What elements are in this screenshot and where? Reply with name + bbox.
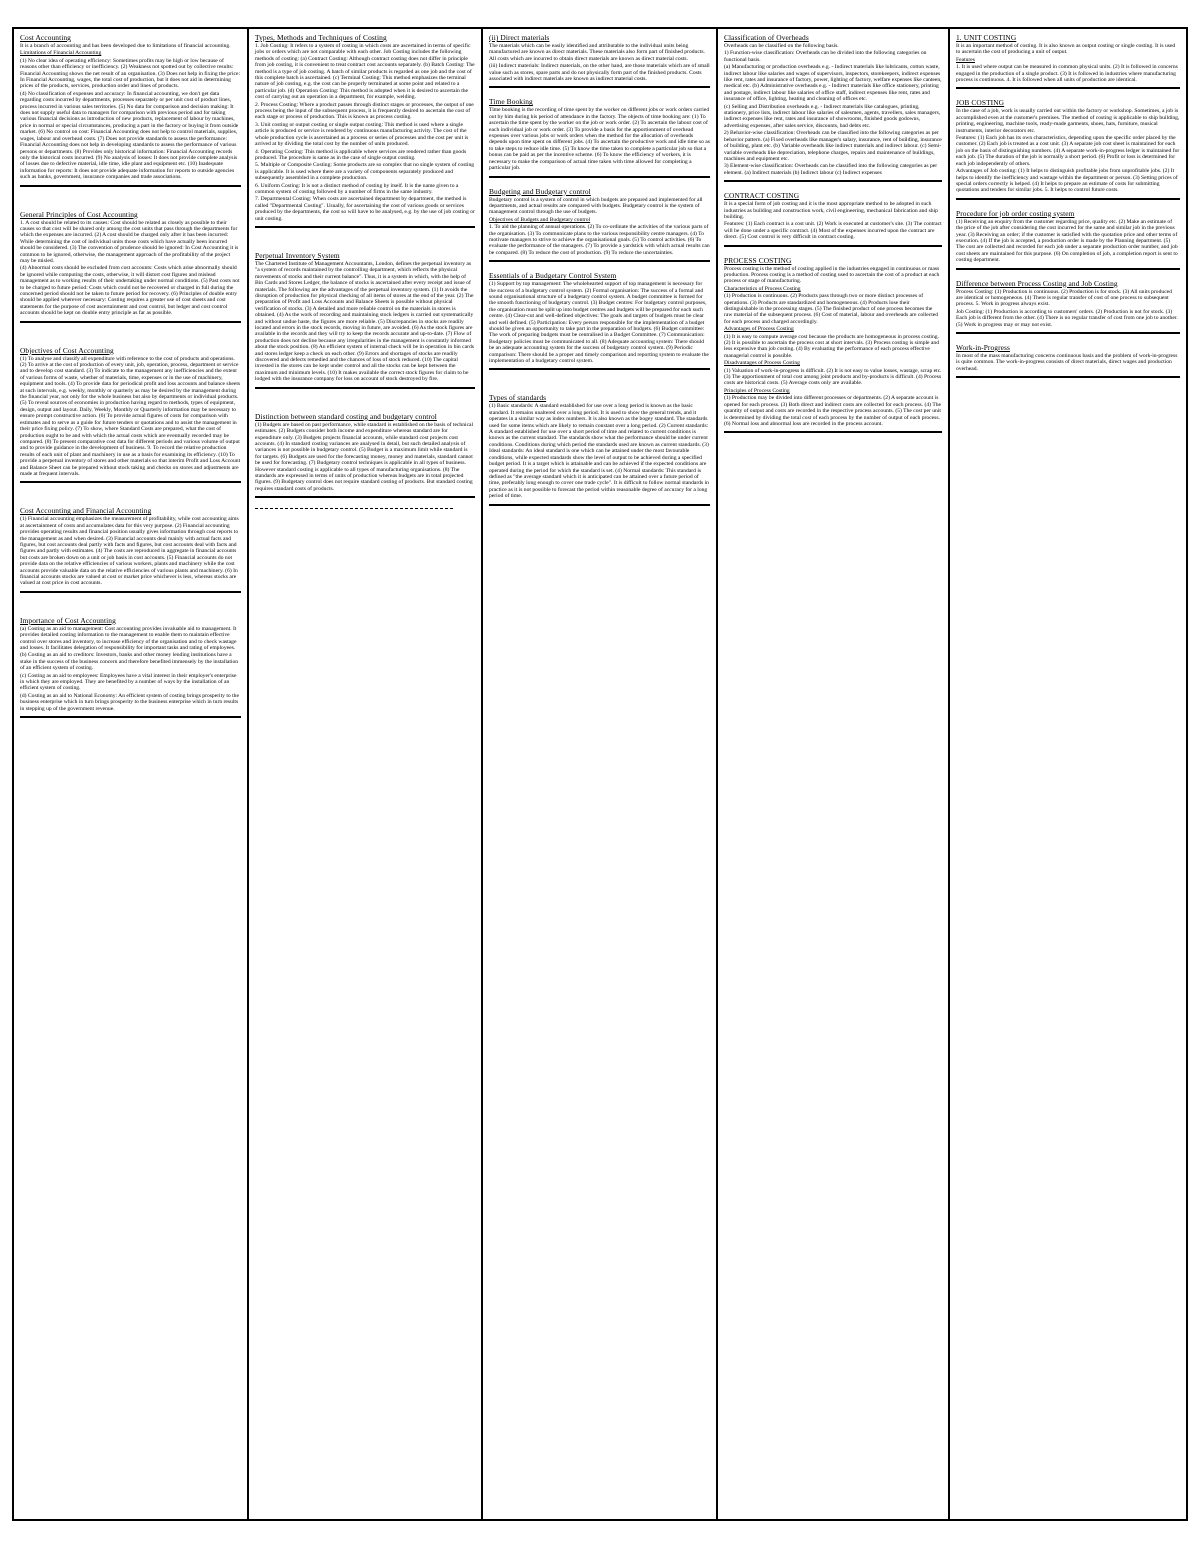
section-text: (c) Costing as an aid to employees: Employees have a vital interest in their employer's enterprise in which they are employed. They are benefited by a number of ways by the installation of an efficient system of costing.: [20, 672, 237, 692]
section-text: 1. It is used where output can be measured in common physical units. (2) It is followed in concerns engaged in the production of a single product. (3) It is followed in industries where manufacturing process is continuous. 4. It is followed when all units of production are identical.: [956, 64, 1178, 84]
section-heading: Cost Accounting: [20, 33, 71, 42]
column-2: [249, 29, 483, 1519]
column-1: [14, 29, 249, 1519]
section-text: (iii) Indirect materials: Indirect materials, on the other hand, are those materials which are of small value such as stores, spare parts and do not physically form part of the finished products. Costs associated with indirect materials are known as indirect material costs.: [489, 63, 710, 83]
section-text: (1) Budgets are based on past performance, while standard is established on the basis of technical estimates. (2) Budgets consider both income and expenditure whereas standard are for expenditure only. (3) Budgets projects financial accounts, while standard cost projects cost accounts. (4) In standard costing variances are analysed in detail, but such detailed analysis of variances is not possible in budgetary control. (5) Budget is a maximum limit while standard is for targets. (6) Budgets are used for the forecasting money, money and materials, standard cannot be used for forecasting. (7) Budgetary control techniques is applicable in all types of business. However standard costing is applicable to all types of manufacturing organisations. (8) The standards are expressed in terms of units of production whereas budgets are in total projected figures. (9) Budgetary control does not require standard costing of products. But standard costing requires standard costs of products.: [255, 421, 474, 492]
section-subheading: Limitations of Financial Accounting: [20, 50, 102, 57]
section-text: 2. Process Costing: Where a product passes through distinct stages or processes, the output of one process being the input of the subsequent process, it is frequently desired to ascertain the cost of each stage or process of production. This is known as process costing.: [255, 101, 474, 121]
section-text: (b) Costing as an aid to creditors: Investors, banks and other money lending institutions have a stake in the success of the business concern and therefore benefited immensely by the installation of an efficient system of costing.: [20, 652, 239, 672]
section-job-order-procedure: [956, 210, 1180, 270]
section-text: (1) Production may be divided into different processes or departments. (2) A separate account is opened for each process. (3) Both direct and indirect costs are collected for each process. (4) The quantity of output and costs are recorded in the respective process accounts. (5) The cost per unit is determined by dividing the total cost of each process by the number of output of each process. (6) Normal loss and abnormal loss are recorded in the process account.: [724, 395, 942, 427]
section-text: Process costing is the method of costing applied in the industries engaged in continuous or mass production. Process costing is a method of costing used to ascertain the cost of a product at each process or stage of manufacturing.: [724, 265, 940, 285]
section-direct-materials: [489, 34, 710, 88]
section-text: 5. Multiple or Composite Costing: Some products are so complex that no single system of costing is applicable. It is used where there are a variety of components separately produced and subsequently assembled in a complete production.: [255, 162, 475, 182]
section-text: (d) Costing as an aid to National Economy: An efficient system of costing brings prosperity to the business enterprise which in turn brings prosperity to the business enterprise which in turn results in stepping up of the government revenue.: [20, 692, 239, 712]
section-perpetual-inventory: [255, 252, 475, 389]
section-heading: Cost Accounting and Financial Accounting: [20, 506, 152, 516]
section-text: (1) It is easy to compute average cost because the products are homogeneous in process costing. (2) It is possible to ascertain the process cost at short intervals. (3) Process costing is simple and less expensive than job costing. (4) By evaluating the performance of each process effective managerial control is possible.: [724, 333, 940, 359]
section-text: (c) Selling and Distribution overheads e.g. - Indirect materials like catalogues, printing, stationery, price lists, indirect labour like salaries of salesmen, agents, travellers, sales managers, indirect expenses like rent, rates and insurance of showrooms, finished goods godowns, advertising expenses, after sales service, discounts, bad debts etc.: [724, 103, 941, 129]
section-heading: Essentials of a Budgetary Control System: [489, 271, 617, 281]
section-heading: Time Booking: [489, 97, 533, 107]
section-heading: General Principles of Cost Accounting: [20, 209, 138, 219]
section-text: Budgetary control is a system of control in which budgets are prepared and implemented for all departments, and actual results are compared with budgets. Budgetary control is the system of management control through the use of budgets.: [489, 196, 703, 216]
section-text: (a) Manufacturing or production overheads e.g. - Indirect materials like lubricants, cotton waste, indirect labour like salaries and wages of supervisors, inspectors, storekeepers, indirect expenses like rent, rates and insurance of factory, power, lighting of factory, welfare expenses like canteen, medical etc. (b) Administrative overheads e.g. - Indirect materials like office stationery, printing and postage, indirect labour like salaries of office staff, indirect expenses like rent, rates and insurance of office, lighting, heating and cleaning of offices etc.: [724, 64, 942, 103]
section-text: Job Costing: (1) Production is according to customers' orders. (2) Production is not for stock. (3) Each job is different from the other. (4) There is no regular transfer of cost from one job to another. (5) Work in progress may or may not exist.: [956, 308, 1178, 328]
section-subheading: Characteristics of Process Costing: [724, 285, 801, 292]
section-text: 4. Operating Costing: This method is applicable where services are rendered rather than goods produced. The procedure is same as in the case of single output costing.: [255, 148, 467, 161]
section-heading: Classification of Overheads: [724, 33, 809, 42]
section-text: (a) Costing as an aid to management: Cost accounting provides invaluable aid to management. It provides detailed costing information to the management to enable them to maintain effective control over stores and inventory, to increase efficiency of the organisation and to check wastage and losses. It facilitates delegation of responsibility for important tasks and rating of employees.: [20, 625, 237, 652]
notes-sheet: [12, 27, 1188, 1521]
section-subheading: Objectives of Budgets and Budgetary control: [489, 216, 591, 223]
dashed-divider: [255, 508, 453, 509]
section-types-of-standards: [489, 394, 710, 505]
section-text: It is an important method of costing. It is also known as output costing or single costing. It is used to ascertain the cost of producing a unit of output.: [956, 43, 1176, 56]
section-text: Features: (1) Each job has its own characteristics, depending upon the specific order placed by the customer. (2) Each job is treated as a cost unit. (3) A separate job cost sheet is maintained for each job on the basis of distinguishing numbers. (4) A separate work-in-progress ledger is maintained for each job. (5) The duration of the job is normally a short period. (6) Profit or loss is determined for each job independently of others.: [956, 135, 1180, 167]
section-heading: Work-in-Progress: [956, 343, 1010, 352]
section-text: Overheads can be classified on the following basis.: [724, 43, 839, 49]
section-text: 1. To aid the planning of annual operations. (2) To co-ordinate the activities of the various parts of the organisation. (3) To communicate plans to the various responsibility centre managers. (4) To motivate managers to strive to achieve the organisational goals. (5) To control activities. (6) To evaluate the performance of the managers. (7) To provide a yardstick with which actual results can be compared. (8) To reduce the cost of production. (9) To reduce the uncertainties.: [489, 224, 710, 256]
section-subheading: Advantages of Process Costing: [724, 326, 794, 333]
section-cost-vs-financial: [20, 507, 241, 592]
section-text: It is a special form of job costing and it is the most appropriate method to be adopted in such industries as building and construction work, civil engineering, mechanical fabrication and ship building.: [724, 201, 938, 220]
section-subheading: Principles of Process Costing: [724, 387, 790, 394]
section-text: 3. Unit costing or output costing or single output costing: This method is used where a single article is produced or service is rendered by continuous manufacturing activity. The cost of the whole production cycle is ascertained as a process or series of processes and the cost per unit is arrived at by dividing the total cost by the number of units produced.: [255, 121, 469, 148]
section-heading: Distinction between standard costing and budgetary control: [255, 411, 437, 421]
section-standard-vs-budgetary: [255, 413, 475, 498]
section-heading: JOB COSTING: [956, 98, 1005, 108]
section-text: The materials which can be easily identified and attributable to the individual units being manufactured are known as direct materials. These materials also form part of finished products. All costs which are incurred to obtain direct materials are known as direct material costs.: [489, 43, 705, 62]
column-3: [483, 29, 718, 1519]
section-text: Features: (1) Each contract is a cost unit. (2) Work is executed at customer's site. (3) The contract will be done under a specific contract. (4) Most of the expenses incurred upon the contract are direct. (5) Cost control is very difficult in contract costing.: [724, 221, 942, 241]
section-text: 3) Element-wise classification: Overheads can be classified into the following categories as per element. (a) Indirect materials (b) Indirect labour (c) Indirect expenses: [724, 163, 938, 176]
section-text: (1) Receiving an enquiry from the customer regarding price, quality etc. (2) Make an estimate of the price of the job after considering the cost incurred for the same and similar job in the previous year. (3) Receiving an order; if the customer is satisfied with the quotation price and other terms of execution. (4) If the job is accepted, a production order is made by the Planning department. (5) The cost are collected and recorded for each job under a separate production order number, and job cost sheets are maintained for this purpose. (6) On completion of job, a completion report is sent to costing department.: [956, 218, 1178, 264]
section-text: Time booking is the recording of time spent by the worker on different jobs or work orders carried out by him during his period of attendance in the factory. The objects of time booking are: (1) To ascertain the time spent by the worker on the job or work order. (2) To ascertain the labour cost of each individual job or work order. (3) To provide a basis for the apportionment of overhead expenses over various jobs or work orders when the method for the allocation of overheads depends upon time spent on different jobs. (4) To ascertain the productive work and idle time so as to take steps to reduce idle time. (5) To know the time taken to complete a particular job so that a bonus can be paid as per the incentive scheme. (6) To know the efficiency of workers, it is necessary to make the comparison of actual time taken with time allowed for completing a particular job.: [489, 107, 710, 172]
column-4: [718, 29, 950, 1519]
section-text: (1) Valuation of work-in-progress is difficult. (2) It is not easy to value losses, wastage, scrap etc. (3) The apportionment of total cost among joint products and by-products is difficult. (4) Process costs are historical costs. (5) Average costs only are available.: [724, 367, 942, 387]
section-text: 2) Behavior-wise classification: Overheads can be classified into the following categories as per behavior pattern. (a) Fixed overheads like manager's salary, insurance, rent of building, insurance of building, plant etc. (b) Variable overheads like indirect materials and indirect labour. (c) Semi-variable overheads like depreciation, telephone charges, repairs and maintenance of buildings, machines and equipment etc.: [724, 130, 942, 162]
section-general-principles: [20, 211, 241, 323]
section-text: 7. Departmental Costing: When costs are ascertained department by department, the method is called "Departmental Costing". Usually, for ascertaining the cost of various goods or services produced by the departments, the cost so will have to be analysed, e.g. by the use of job costing or unit costing.: [255, 196, 475, 222]
section-text: 1. A cost should be related to its causes: Cost should be related as closely as possible to their causes so that cost will be shared only among the cost units that pass through the departments for which the expenses are incurred. (2) A cost should be charged only after it has been incurred: While determining the cost of individual units those costs which have actually been incurred should be considered. (3) The convention of prudence should be ignored: In Cost Accounting it is common to be ignored, otherwise, the management approach of the profitability of the project may be misled.: [20, 219, 239, 264]
section-process-vs-job: [956, 280, 1180, 334]
section-budgeting: [489, 188, 710, 263]
section-text: (1) Production is continuous. (2) Products pass through two or more distinct processes of operations. (3) Products are standardized and homogeneous. (4) Products lose their distinguishable in the processing stages. (5) The finished product of one process becomes the raw material of the subsequent process. (6) Cost of material, labour and overheads are collected for each process and charged accordingly.: [724, 293, 939, 325]
section-heading: Procedure for job order costing system: [956, 208, 1075, 218]
section-heading: Objectives of Cost Accounting: [20, 345, 114, 355]
section-text: 6. Uniform Costing: It is not a distinct method of costing by itself. It is the name given to a common system of costing followed by a number of firms in the same industry.: [255, 182, 459, 195]
section-process-costing: [724, 257, 942, 434]
section-text: (1) Basic standards: A standard established for use over a long period is known as the basic standard. It remains unaltered over a long period. It is used to show the general trends, and it operates in a similar way as index numbers. It is also known as the bogey standard. The standards used for some items which are likely to remain constant over a long period. (2) Current standards: A standard established for use over a short period of time and related to current conditions is known as the current standard. The standards show what the performance should be under current conditions. Conditions during which period the standards used are known as current standards. (3) Ideal standards: An ideal standard is one which can be attained under the most favourable conditions, while expected standards show the level of output to be achieved during a specified budget period. It is a target which is attainable and can be achieved if the expected conditions are operated during the period for which the standard is set. (4) Normal standards: This standard is defined as "the average standard which it is anticipated can be attained over a future period of time, preferably long enough to cover one trade cycle". It is difficult to follow normal standards in practice as it is not possible to forecast the period within reasonable degree of accuracy for a long period of time.: [489, 403, 709, 500]
section-text: (1) No clear idea of operating efficiency: Sometimes profits may be high or low because of reasons other than efficiency or inefficiency. (2) Weakness not spotted out by collective results: Financial Accounting shows the net result of an organisation. (3) Does not help in fixing the price: In Financial Accounting, wages, the total cost of production, but it does not aid in determining prices of the products, services, production order and lines of products.: [20, 57, 241, 90]
section-essentials-budgetary: [489, 272, 710, 370]
section-heading: Importance of Cost Accounting: [20, 615, 116, 625]
section-types-methods: [255, 34, 475, 228]
section-text: (1) To analyse and classify all expenditure with reference to the cost of products and operations. (2) To arrive at the cost of production of every unit, job, operation, process, department or service and to develop cost standard. (3) To indicate to the management any inefficiencies and the extent of various forms of waste, whether of materials, time, expenses or in the use of machinery, equipment and tools. (4) To provide data for periodical profit and loss accounts and balance sheets at such intervals, e.g. weekly, monthly or quarterly as may be desired by the management during the financial year, not only for the whole business but also by departments or individual products. (5) To reveal sources of economies in production having regard to methods, types of equipment, design, output and layout. Daily, Weekly, Monthly or Quarterly information may be necessary to ensure prompt constructive action. (6) To provide actual figures of costs for comparison with estimates and to serve as a guide for future tenders or quotations and to assist the management in their price fixing policy. (7) To show, where Standard Costs are prepared, what the cost of production ought to be and with which the actual costs which are eventually recorded may be compared. (8) To present comparative cost data for different periods and various volume of output and to provide guidance in the development of business. 9. To record the relative production results of each unit of plant and machinery in use as a basis for examining its efficiency. (10) To provide a perpetual inventory of stores and other materials so that interim Profit and Loss Account and Balance Sheet can be prepared without stock taking and checks on stores and adjustments are made at frequent intervals.: [20, 355, 241, 477]
section-text: (4) No classification of expenses and accuracy: In financial accounting, we don't get data regarding costs incurred by departments, processes separately or per unit cost of product lines, process incurred in various sales territories. (5) No data for comparison and decision making: It does not supply useful data to managers for comparison with previous period and for taking various financial decisions as introduction of new products, replacement of labour by machines, price in normal or special circumstances, producing a part in the factory or buying it from outside market. (6) No control on cost: Financial Accounting does not help to control materials, supplies, wages, labour and overhead costs. (7) Does not provide standards to assess the performance: Financial Accounting does not help in developing standards to assess the performance of various persons or departments. (8) Provides only historical information: Financial Accounting records only the historical costs incurred. (9) No analysis of losses: It does not provide complete analysis of losses due to defective material, idle time, idle plant and equipment etc. (10) Inadequate information for reports: It does not provide adequate information for reports to outside agencies such as banks, government, insurance companies and trade associations.: [20, 90, 239, 181]
section-text: The Chartered Institute of Management Accountants, London, defines the perpetual inventory as "a system of records maintained by the controlling department, which reflects the physical movements of stocks and their current balance". Thus, it is a system in which, with the help of Bin Cards and Stores Ledger, the balance of stocks is ascertained after every receipt and issue of materials. The following are the advantages of the perpetual inventory system. (1) It avoids the disruption of production for physical checking of all items of stores at the end of the year. (2) The preparation of Profit and Loss Accounts and Balance Sheets is possible without physical verification of stocks. (3) A detailed and more reliable control on the materials in stores is obtained. (4) As the work of recording and maintaining stock ledgers is carried out systematically and without undue haste, the figures are more reliable. (5) Discrepancies in stocks are readily located and errors in the stock records, moving in future, are avoided. (6) As the stock figures are available in the records and they will try to keep the records accurate and up-to-date. (7) Flow of production does not decline because any irregularities in the management is constantly informed about the stock position. (8) An efficient system of internal check will be in operation in bin cards and stores ledger keep a check on each other. (9) Errors and shortages of stocks are readily discovered and defects remedied and the chances of loss of stock reduced. (10) The capital invested in the stores can be kept under control and all the stocks can be kept between the maximum and minimum levels. (10) It makes available the correct stock figures for claim to be lodged with the insurance company for loss on account of stock destroyed by fire.: [255, 260, 474, 383]
section-objectives: [20, 347, 241, 484]
section-heading: (ii) Direct materials: [489, 33, 550, 42]
section-subheading: Features: [956, 56, 975, 63]
column-5: [950, 29, 1186, 1519]
section-text: Advantages of Job costing: (1) It helps to distinguish profitable jobs from unprofitable jobs. (2) It helps to identify the inefficiency and wastage within the department or person. (3) Setting prices of special orders correctly is helped. (4) It helps to prepare an estimate of costs for submitting quotations and tenders for similar jobs. 5. It helps to control future costs.: [956, 168, 1178, 194]
section-text: 1. Job Costing: It refers to a system of costing in which costs are ascertained in terms of specific jobs or orders which are not comparable with each other. Job Costing includes the following methods of costing: (a) Contract Costing: Although contract costing does not differ in principle from job costing, it is convenient to treat contract cost accounts separately. (b) Batch Costing: The method is a type of job costing. A batch of similar products is regarded as one job and the cost of this complete batch is ascertained. (c) Terminal Costing: This method emphasizes the terminal nature of job costing, e.g. the cost can be properly terminated at some point and related to a particular job. (d) Operation Costing: This method is adopted when it is desired to ascertain the cost of carrying out an operation in a department, for example, welding.: [255, 43, 475, 101]
section-heading: Perpetual Inventory System: [255, 250, 340, 260]
section-time-booking: [489, 98, 710, 177]
section-heading: CONTRACT COSTING: [724, 191, 800, 201]
section-text: Process Costing: (1) Production is continuous. (2) Production is for stock. (3) All units produced are identical or homogeneous. (4) There is regular transfer of cost of one process to subsequent process. 5. Work in progress always exist.: [956, 288, 1172, 308]
section-unit-costing: [956, 34, 1180, 89]
section-contract-costing: [724, 192, 942, 246]
section-text: In the case of a job, work is usually carried out within the factory or workshop. Sometimes, a job is accomplished even at the customer's premises. The method of costing is applicable to ship building, printing, engineering, machine tools, ready-made garments, shoes, hats, furniture, musical instruments, interior decorators etc.: [956, 108, 1180, 134]
section-heading: Budgeting and Budgetary control: [489, 186, 591, 196]
section-classification-overheads: [724, 34, 942, 182]
section-text: (1) Financial accounting emphasizes the measurement of profitability, while cost accounting aims at ascertainment of costs and accumulates data for this very purpose. (2) Financial accounting provides operating results and financial position usually gives information through cost reports to the management as and when desired. (3) Financial accounts deal mainly with actual facts and figures, but cost accounts deal partly with facts and figures, but cost accounts deal with facts and figures and partly with estimates. (4) The costs are reproduced in aggregate in financial accounts but costs are broken down on a unit or job basis in cost accounts. (5) Financial accounts do not provide data on the relative efficiencies of various workers, plants and machinery while the cost accounts provide valuable data on the relative efficiencies of various plants and machinery. (6) In financial accounts stocks are valued at cost or market price whichever is less, whereas stocks are valued at cost price in cost accounts.: [20, 516, 239, 587]
section-work-in-progress: [956, 344, 1180, 378]
section-text: (1) Support by top management: The wholehearted support of top management is necessary for the success of a budgetary control system. (2) Formal organisation: The success of a formal and sound organisational structure of a budgetary control system. A budget committee is formed for the smooth functioning of budgetary control. (3) Budget centres: For budgetary control purposes, the organisation must be split up into budget centres and budgets will be prepared for each such centre. (4) Clear-cut and well-defined objectives: The goals and targets of budgets must be clear and well defined. (5) Participation: Every person responsible for the implementation of a budget should be given an opportunity to take part in the preparation of budgets. (6) Budget committee: The work of preparing budgets must be centralised in a Budget Committee. (7) Communication: Budgetary policies must be communicated to all. (8) Adequate accounting system: There should be an adequate accounting system for the success of budgetary control system. (9) Periodic comparison: There should be a proper and timely comparison and reporting system to evaluate the implementation of a budgetary control system.: [489, 281, 709, 365]
section-text: In most of the mass manufacturing concerns continuous basis and the problem of work-in-progress is quite common. The work-in-progress consists of direct materials, direct wages and production overhead.: [956, 353, 1178, 372]
section-job-costing: [956, 99, 1180, 199]
section-heading: Difference between Process Costing and Job Costing: [956, 278, 1118, 288]
section-text: (4) Abnormal costs should be excluded from cost accounts: Costs which arise abnormally should be ignored while computing the costs, otherwise, it will distort cost figures and mislead management as to working results of their undertaking under normal conditions. (5) Past costs not to be charged to future period: Costs which could not be recovered or charged in full during the concerned period should not be taken to future period for recovery. (6) Principles of double entry should be applied wherever necessary: Costing requires a greater use of cost sheets and cost statements for the purpose of cost ascertainment and cost control, but ledger and cost control accounts should be kept on double entry principle as far as possible.: [20, 265, 240, 317]
section-text: It is a branch of accounting and has been developed due to limitations of financial accounting.: [20, 43, 231, 49]
section-heading: Types of standards: [489, 393, 547, 403]
section-heading: PROCESS COSTING: [724, 255, 792, 265]
section-text: 1) Function-wise classification: Overheads can be divided into the following categories on functional basis.: [724, 50, 927, 63]
section-subheading: Disadvantages of Process Costing: [724, 360, 800, 367]
section-heading: 1. UNIT COSTING: [956, 33, 1017, 42]
section-heading: Types, Methods and Techniques of Costing: [255, 33, 387, 42]
section-cost-accounting: [20, 34, 241, 187]
section-importance: [20, 617, 241, 718]
